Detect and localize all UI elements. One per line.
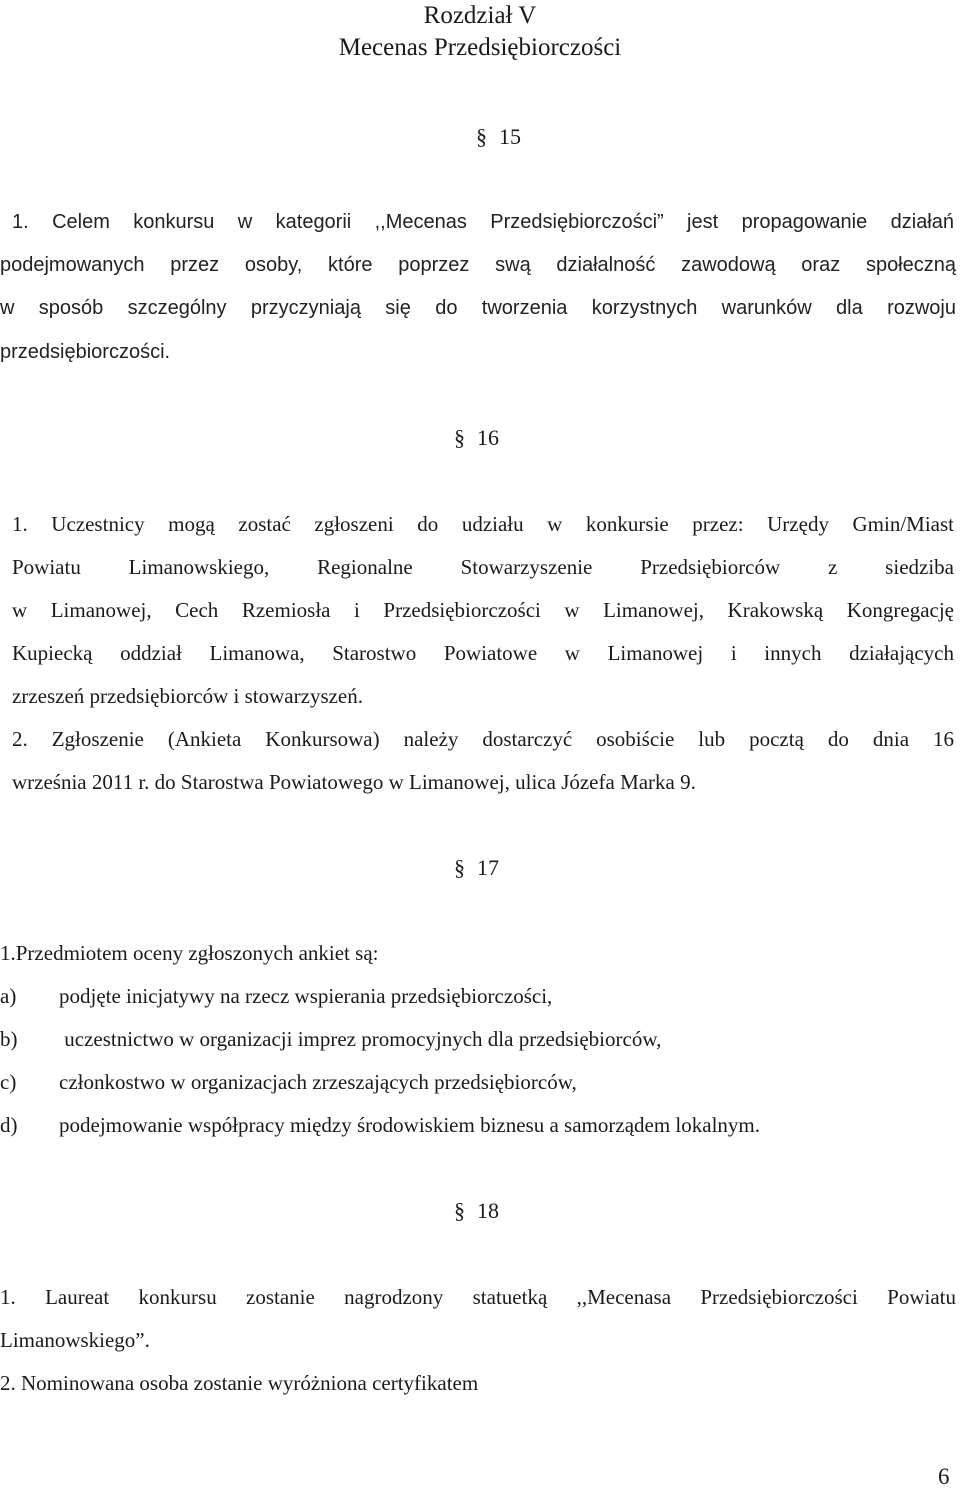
section-15-line-3: w sposób szczególny przyczyniają się do tworzenia korzystnych warunków dla rozwoju bbox=[0, 297, 956, 319]
list-item-text: podjęte inicjatywy na rzecz wspierania przedsiębiorczości, bbox=[59, 984, 553, 1008]
section-17-intro: 1.Przedmiotem oceny zgłoszonych ankiet są: bbox=[0, 941, 379, 965]
list-item bbox=[0, 984, 552, 1009]
section-16-line-5: zrzeszeń przedsiębiorców i stowarzyszeń. bbox=[12, 684, 364, 708]
section-number: 15 bbox=[499, 124, 521, 149]
section-16-line-7: września 2011 r. do Starostwa Powiatowego w Limanowej, ulica Józefa Marka 9. bbox=[12, 770, 696, 794]
section-symbol: § bbox=[454, 425, 465, 450]
section-16-line-6: 2. Zgłoszenie (Ankieta Konkursowa) należy dostarczyć osobiście lub pocztą do dnia 16 bbox=[12, 727, 954, 751]
section-heading-18 bbox=[454, 1198, 499, 1224]
section-heading-17 bbox=[454, 855, 499, 881]
section-symbol: § bbox=[454, 1198, 465, 1223]
section-number: 16 bbox=[477, 425, 499, 450]
list-item-text: podejmowanie współpracy między środowiskiem biznesu a samorządem lokalnym. bbox=[59, 1113, 760, 1137]
section-heading-16 bbox=[454, 425, 499, 451]
section-16-line-1: 1. Uczestnicy mogą zostać zgłoszeni do udziału w konkursie przez: Urzędy Gmin/Miast bbox=[12, 512, 954, 536]
chapter-heading: Rozdział V bbox=[423, 2, 537, 29]
section-heading-15 bbox=[476, 124, 521, 150]
page-number: 6 bbox=[938, 1464, 950, 1489]
list-item-marker: c) bbox=[0, 1070, 17, 1094]
section-16-line-2: Powiatu Limanowskiego, Regionalne Stowarzyszenie Przedsiębiorców z siedziba bbox=[12, 555, 954, 579]
list-item-marker: d) bbox=[0, 1113, 18, 1137]
section-18-line-1: 1. Laureat konkursu zostanie nagrodzony statuetką ,,Mecenasa Przedsiębiorczości Powiatu bbox=[0, 1285, 956, 1309]
section-15-line-4: przedsiębiorczości. bbox=[0, 341, 171, 363]
list-item-text: członkostwo w organizacjach zrzeszających przedsiębiorców, bbox=[59, 1070, 577, 1094]
section-15-line-1: 1. Celem konkursu w kategorii ,,Mecenas Przedsiębiorczości” jest propagowanie działań bbox=[12, 211, 954, 233]
section-number: 18 bbox=[477, 1198, 499, 1223]
section-18-line-2: Limanowskiego”. bbox=[0, 1328, 150, 1352]
list-item bbox=[0, 1113, 760, 1138]
list-item-marker: a) bbox=[0, 984, 17, 1008]
list-item-marker: b) bbox=[0, 1027, 18, 1051]
list-item-text: uczestnictwo w organizacji imprez promocyjnych dla przedsiębiorców, bbox=[59, 1027, 662, 1051]
list-item bbox=[0, 1070, 577, 1095]
section-18-line-3: 2. Nominowana osoba zostanie wyróżniona certyfikatem bbox=[0, 1371, 479, 1395]
section-16-line-4: Kupiecką oddział Limanowa, Starostwo Powiatowe w Limanowej i innych działających bbox=[12, 641, 954, 665]
section-16-line-3: w Limanowej, Cech Rzemiosła i Przedsiębiorczości w Limanowej, Krakowską Kongregację bbox=[12, 598, 954, 622]
list-item bbox=[0, 1027, 661, 1052]
section-15-line-2: podejmowanych przez osoby, które poprzez swą działalność zawodową oraz społeczną bbox=[0, 254, 956, 276]
section-symbol: § bbox=[454, 855, 465, 880]
section-number: 17 bbox=[477, 855, 499, 880]
section-symbol: § bbox=[476, 124, 487, 149]
chapter-title: Mecenas Przedsiębiorczości bbox=[338, 34, 622, 61]
